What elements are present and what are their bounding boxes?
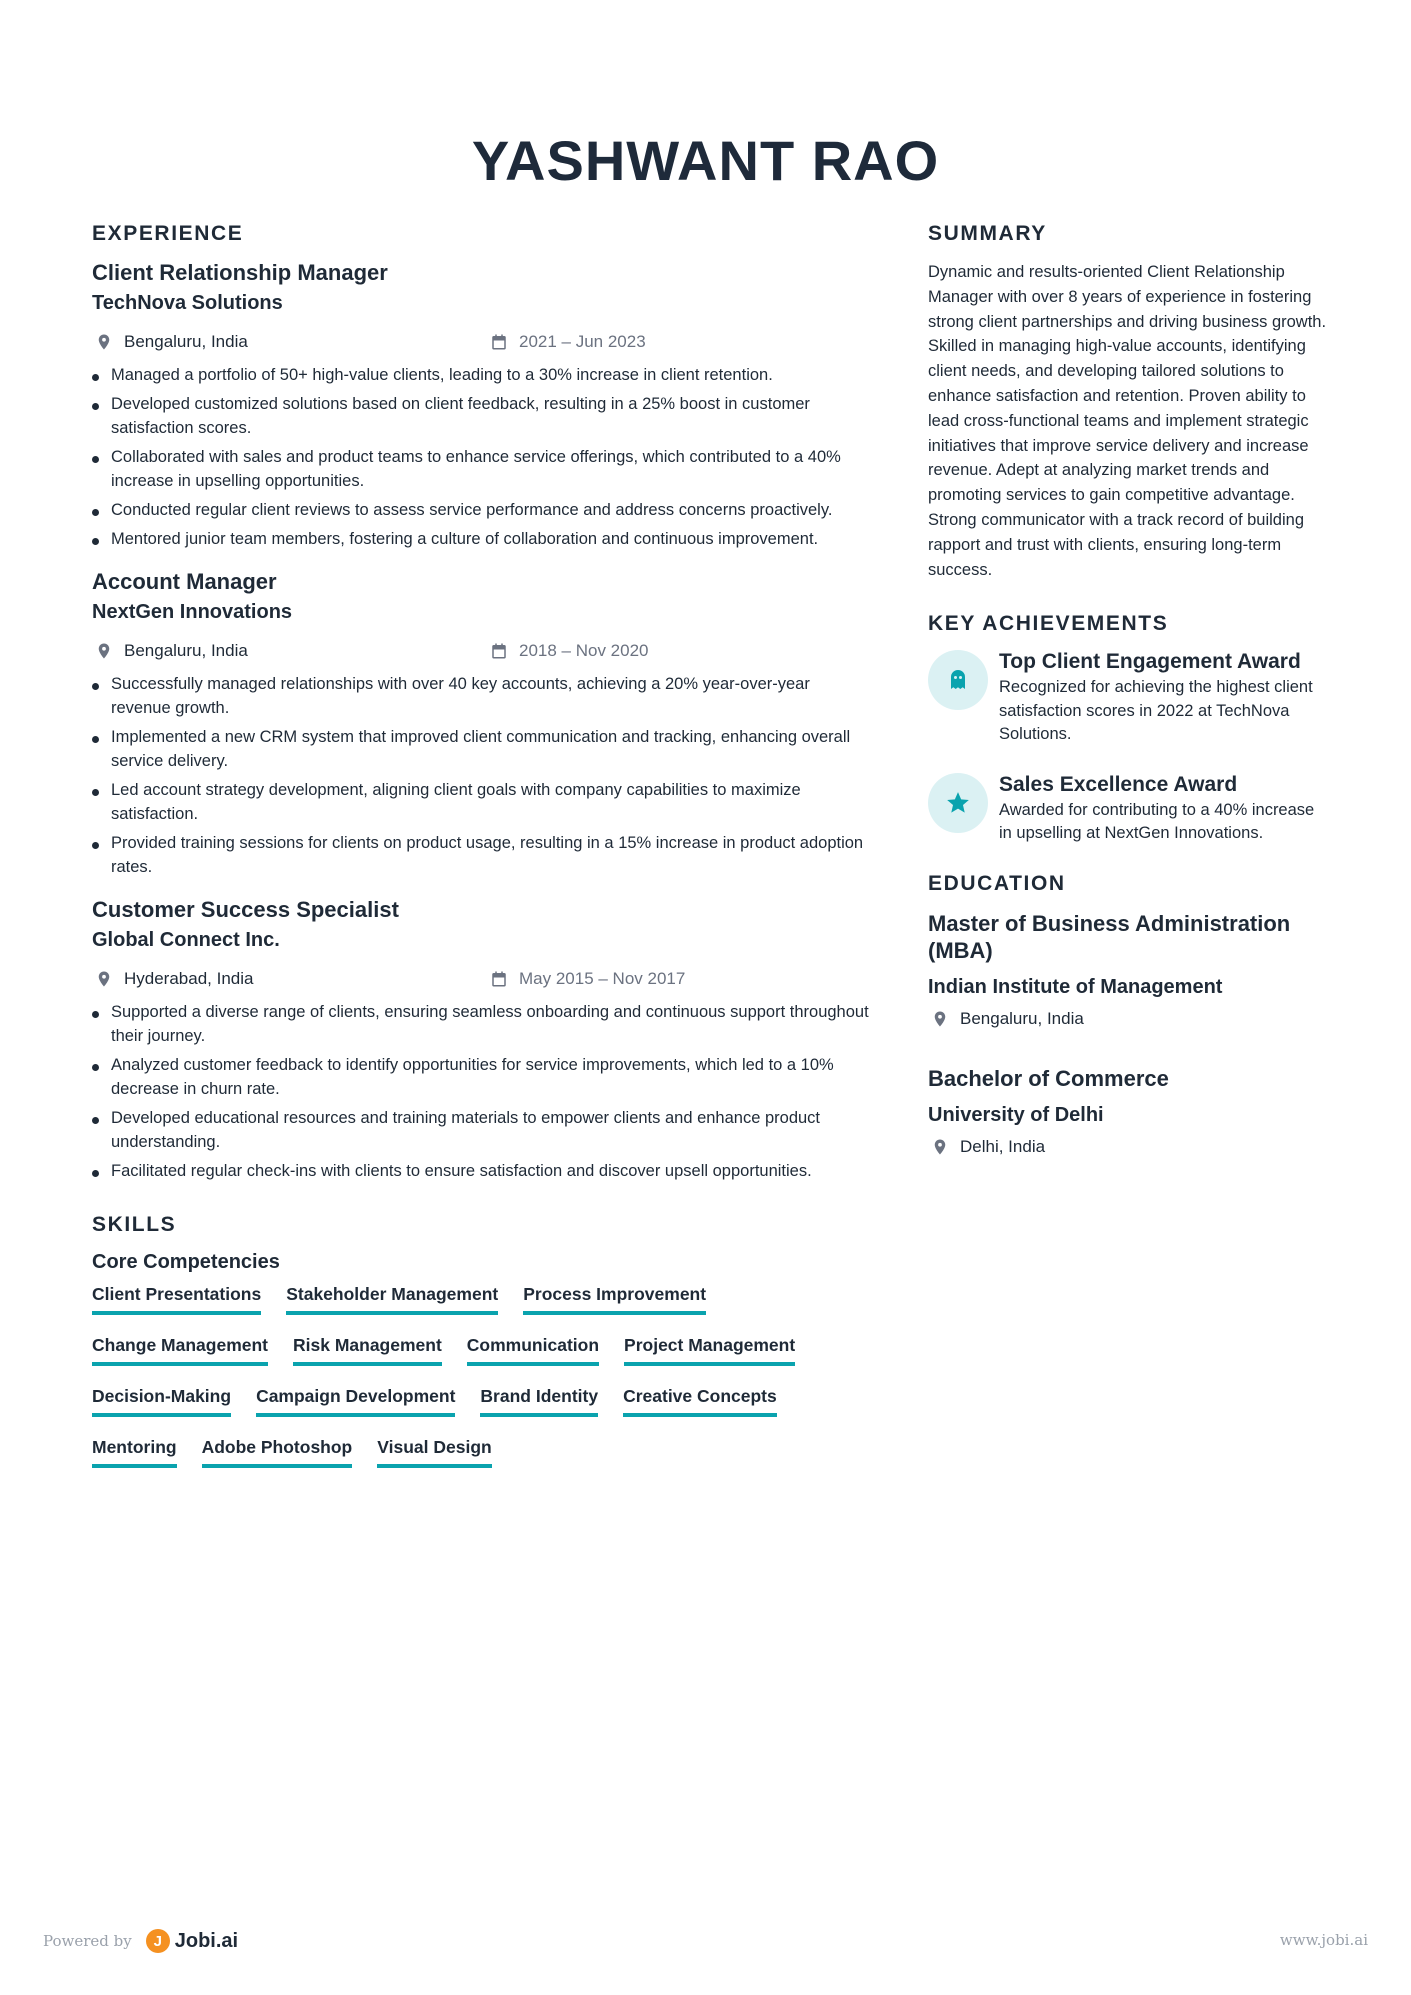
skill-tag: Visual Design: [377, 1437, 491, 1468]
ghost-icon: [928, 650, 988, 710]
school-name: University of Delhi: [928, 1103, 1104, 1126]
bullet-item: Successfully managed relationships with over 40 key accounts, achieving a 20% year-over-year revenue growth.: [92, 672, 872, 720]
skill-tag: Project Management: [624, 1335, 795, 1366]
job-bullets: [92, 672, 872, 879]
school-name: Indian Institute of Management: [928, 975, 1223, 998]
achievement-item: [928, 650, 1328, 747]
location-pin-icon: [931, 1138, 949, 1156]
job-title: Account Manager: [92, 569, 277, 594]
skill-tag: Decision-Making: [92, 1386, 231, 1417]
achievement-title: Top Client Engagement Award: [999, 650, 1301, 674]
company-name: TechNova Solutions: [92, 292, 283, 314]
job-dates: [490, 332, 646, 352]
bullet-item: Led account strategy development, aligning client goals with company capabilities to maximize satisfaction.: [92, 778, 872, 826]
job-title: Client Relationship Manager: [92, 260, 388, 285]
achievement-body: [999, 773, 1328, 846]
skill-tag: Adobe Photoshop: [202, 1437, 353, 1468]
job-dates: [490, 641, 649, 661]
bullet-item: Developed customized solutions based on client feedback, resulting in a 25% boost in customer satisfaction scores.: [92, 392, 872, 440]
skill-tag: Change Management: [92, 1335, 268, 1366]
skill-tag: Mentoring: [92, 1437, 177, 1468]
dates-text: 2018 – Nov 2020: [519, 641, 649, 660]
bullet-item: Implemented a new CRM system that improved client communication and tracking, enhancing overall service delivery.: [92, 725, 872, 773]
bullet-item: Collaborated with sales and product teams to enhance service offerings, which contributed to a 40% increase in upselling opportunities.: [92, 445, 872, 493]
job-meta: [92, 638, 872, 664]
bullet-item: Managed a portfolio of 50+ high-value clients, leading to a 30% increase in client retention.: [92, 363, 872, 387]
job-entry: [92, 260, 872, 551]
skills-subtitle: Core Competencies: [92, 1251, 280, 1273]
powered-by: [43, 1929, 238, 1953]
location-text: Bengaluru, India: [960, 1008, 1084, 1028]
summary-heading: SUMMARY: [928, 222, 1047, 245]
achievements-heading: KEY ACHIEVEMENTS: [928, 612, 1169, 636]
dates-text: May 2015 – Nov 2017: [519, 969, 686, 988]
skill-tag: Risk Management: [293, 1335, 442, 1366]
skill-tag: Stakeholder Management: [286, 1284, 498, 1315]
skill-tag: Brand Identity: [480, 1386, 598, 1417]
skill-tag: Process Improvement: [523, 1284, 706, 1315]
location-pin-icon: [95, 970, 113, 988]
candidate-name: YASHWANT RAO: [471, 129, 940, 192]
bullet-item: Developed educational resources and training materials to empower clients and enhance product understanding.: [92, 1106, 872, 1154]
location-pin-icon: [95, 642, 113, 660]
jobi-logo-icon: J: [146, 1929, 170, 1953]
company-name: NextGen Innovations: [92, 601, 293, 623]
skill-tag: Communication: [467, 1335, 599, 1366]
education-item: [928, 1065, 1328, 1157]
job-meta: [92, 329, 872, 355]
left-column: [92, 222, 872, 1488]
achievement-desc: Awarded for contributing to a 40% increase in upselling at NextGen Innovations.: [999, 800, 1315, 843]
job-bullets: [92, 1000, 872, 1183]
degree-title: Bachelor of Commerce: [928, 1065, 1169, 1091]
job-entry: [92, 897, 872, 1183]
bullet-item: Mentored junior team members, fostering a culture of collaboration and continuous improvement.: [92, 527, 872, 551]
powered-by-label: Powered by: [43, 1932, 132, 1950]
experience-heading: EXPERIENCE: [92, 222, 244, 245]
achievement-desc: Recognized for achieving the highest client satisfaction scores in 2022 at TechNova Solutions.: [999, 678, 1313, 744]
achievement-item: [928, 773, 1328, 846]
bullet-item: Facilitated regular check-ins with clients to ensure satisfaction and discover upsell opportunities.: [92, 1159, 872, 1183]
achievements-list: [928, 650, 1328, 846]
location-pin-icon: [931, 1010, 949, 1028]
summary-text: Dynamic and results-oriented Client Relationship Manager with over 8 years of experience in fostering strong client partnerships and driving business growth. Skilled in managing high-value accounts, identifying client needs, and developing tailored solutions to enhance satisfaction and retention. Proven ability to lead cross-functional teams and implement strategic initiatives that improve service delivery and increase revenue. Adept at analyzing market trends and promoting services to gain competitive advantage. Strong communicator with a track record of building rapport and trust with clients, ensuring long-term success.: [928, 263, 1327, 579]
bullet-item: Provided training sessions for clients on product usage, resulting in a 15% increase in product adoption rates.: [92, 831, 872, 879]
brand-link[interactable]: [146, 1929, 238, 1953]
skills-heading: SKILLS: [92, 1213, 177, 1236]
bullet-item: Supported a diverse range of clients, ensuring seamless onboarding and continuous support throughout their journey.: [92, 1000, 872, 1048]
job-entry: [92, 569, 872, 879]
job-bullets: [92, 363, 872, 551]
location-text: Hyderabad, India: [124, 969, 254, 988]
achievement-title: Sales Excellence Award: [999, 772, 1238, 796]
bullet-item: Conducted regular client reviews to assess service performance and address concerns proactively.: [92, 498, 872, 522]
location-text: Bengaluru, India: [124, 332, 248, 351]
job-location: [92, 641, 490, 661]
job-title: Customer Success Specialist: [92, 897, 399, 922]
skill-list: [92, 1284, 872, 1488]
job-meta: [92, 966, 872, 992]
location-text: Bengaluru, India: [124, 641, 248, 660]
skill-tag: Client Presentations: [92, 1284, 261, 1315]
company-name: Global Connect Inc.: [92, 929, 280, 951]
experience-list: [92, 260, 872, 1183]
location-pin-icon: [95, 333, 113, 351]
job-location: [92, 332, 490, 352]
brand-name: Jobi.ai: [174, 1929, 239, 1952]
right-column: [928, 222, 1328, 1193]
star-icon: [928, 773, 988, 833]
calendar-icon: [490, 970, 508, 988]
location-text: Delhi, India: [960, 1136, 1046, 1156]
calendar-icon: [490, 333, 508, 351]
education-location: [928, 1009, 1328, 1029]
calendar-icon: [490, 642, 508, 660]
skill-tag: Campaign Development: [256, 1386, 455, 1417]
job-location: [92, 969, 490, 989]
education-list: [928, 910, 1328, 1157]
education-heading: EDUCATION: [928, 871, 1066, 895]
degree-title: Master of Business Administration (MBA): [928, 910, 1291, 963]
skill-tag: Creative Concepts: [623, 1386, 777, 1417]
bullet-item: Analyzed customer feedback to identify opportunities for service improvements, which led to a 10% decrease in churn rate.: [92, 1053, 872, 1101]
education-location: [928, 1137, 1328, 1157]
footer-url[interactable]: www.jobi.ai: [1279, 1931, 1368, 1949]
achievement-body: [999, 650, 1328, 747]
education-item: [928, 910, 1328, 1029]
dates-text: 2021 – Jun 2023: [519, 332, 646, 351]
skills-section: [92, 1213, 872, 1488]
job-dates: [490, 969, 685, 989]
